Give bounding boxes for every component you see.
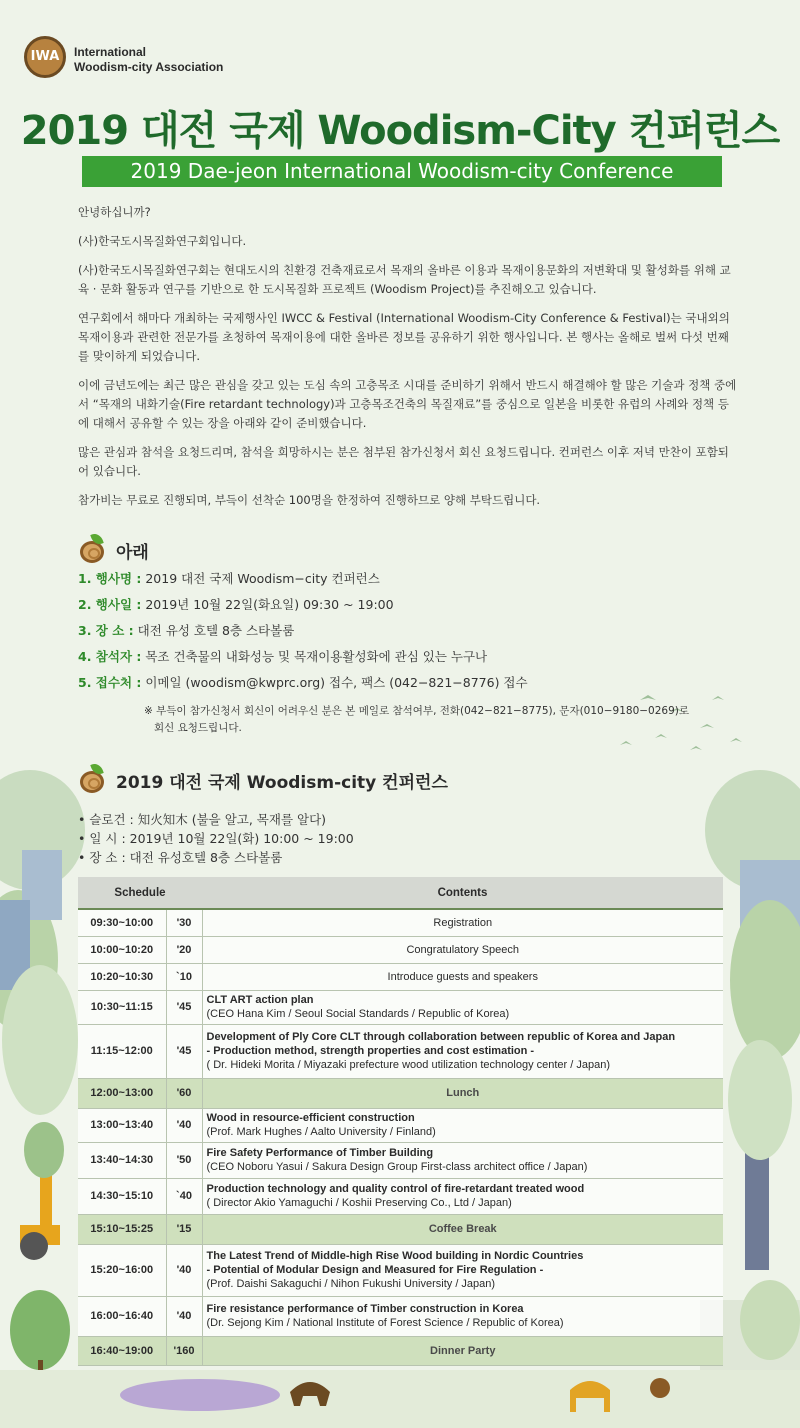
schedule-contents bbox=[202, 1336, 723, 1365]
note-line-2: 회신 요청드립니다. bbox=[154, 722, 242, 734]
schedule-time: 16:40~19:00 bbox=[78, 1336, 166, 1365]
iwa-logo-text bbox=[74, 45, 223, 75]
session-title: The Latest Trend of Middle-high Rise Wood building in Nordic Countries bbox=[206, 1250, 584, 1262]
session-label: Coffee Break bbox=[428, 1223, 497, 1235]
summary-key: 5. 접수처 : bbox=[78, 675, 142, 690]
iwa-logo[interactable] bbox=[24, 36, 234, 80]
schedule-contents bbox=[202, 1024, 723, 1078]
session-subtitle: - Production method, strength properties and cost estimation - bbox=[206, 1045, 535, 1057]
schedule-duration: '45 bbox=[166, 1024, 202, 1078]
schedule-contents bbox=[202, 1214, 723, 1244]
section-heading-conference-text: 2019 대전 국제 Woodism-city 컨퍼런스 bbox=[116, 772, 448, 793]
schedule-duration: '40 bbox=[166, 1296, 202, 1336]
schedule-time: 16:00~16:40 bbox=[78, 1296, 166, 1336]
schedule-time: 13:00~13:40 bbox=[78, 1108, 166, 1142]
session-label: Dinner Party bbox=[430, 1344, 496, 1357]
schedule-time: 15:20~16:00 bbox=[78, 1244, 166, 1296]
session-title: Fire resistance performance of Timber construction in Korea bbox=[206, 1303, 524, 1315]
conference-info bbox=[78, 810, 354, 867]
table-row bbox=[78, 990, 723, 1024]
schedule-time: 10:20~10:30 bbox=[78, 963, 166, 990]
table-row bbox=[78, 1078, 723, 1108]
table-row bbox=[78, 1024, 723, 1078]
schedule-duration: '40 bbox=[166, 1108, 202, 1142]
summary-key: 1. 행사명 : bbox=[78, 571, 142, 586]
schedule-table bbox=[78, 877, 723, 1366]
logo-line-2: Woodism-city Association bbox=[74, 60, 224, 74]
table-row bbox=[78, 1336, 723, 1365]
session-subtitle: - Potential of Modular Design and Measured for Fire Regulation - bbox=[206, 1264, 544, 1276]
schedule-contents bbox=[202, 1178, 723, 1214]
schedule-time: 09:30~10:00 bbox=[78, 909, 166, 936]
table-row bbox=[78, 1214, 723, 1244]
session-title: Wood in resource-efficient construction bbox=[206, 1112, 415, 1124]
summary-key: 3. 장 소 : bbox=[78, 623, 134, 638]
session-label: Introduce guests and speakers bbox=[387, 970, 538, 983]
table-row bbox=[78, 1108, 723, 1142]
session-speaker: (Prof. Mark Hughes / Aalto University / Finland) bbox=[206, 1126, 436, 1138]
section-heading-conference bbox=[76, 765, 448, 795]
schedule-time: 15:10~15:25 bbox=[78, 1214, 166, 1244]
iwa-logo-mark: IWA bbox=[24, 36, 66, 78]
intro-paragraph: 많은 관심과 참석을 요청드리며, 참석을 희망하시는 분은 첨부된 참가신청서 회신 요청드립니다. 컨퍼런스 이후 저녁 만찬이 포함되어 있습니다. bbox=[78, 445, 729, 478]
schedule-time: 13:40~14:30 bbox=[78, 1142, 166, 1178]
schedule-time: 10:00~10:20 bbox=[78, 936, 166, 963]
session-label: Lunch bbox=[446, 1087, 480, 1099]
intro-paragraph: (사)한국도시목질화연구회입니다. bbox=[78, 234, 247, 248]
session-speaker: (Dr. Sejong Kim / National Institute of Forest Science / Republic of Korea) bbox=[206, 1317, 564, 1329]
table-row bbox=[78, 936, 723, 963]
summary-item-attendees bbox=[78, 648, 738, 674]
schedule-contents bbox=[202, 1078, 723, 1108]
intro-paragraph: 이에 금년도에는 최근 많은 관심을 갖고 있는 도심 속의 고층목조 시대를 준비하기 위해서 반드시 해결해야 할 많은 기술과 정책 중에서 “목재의 내화기술(Fire retardant technology)과 고층목조건축의 목질재료”를 중심으로 일본을 비롯한 유럽의 사례와 정책 등에 대해서 공유할 수 있는 장을 아래와 같이 준비했습니다. bbox=[78, 378, 737, 430]
session-title: CLT ART action plan bbox=[206, 994, 314, 1006]
session-speaker: (CEO Hana Kim / Seoul Social Standards / Republic of Korea) bbox=[206, 1008, 510, 1020]
session-label: Registration bbox=[433, 916, 493, 929]
schedule-contents bbox=[202, 1244, 723, 1296]
schedule-contents bbox=[202, 936, 723, 963]
session-speaker: (Prof. Daishi Sakaguchi / Nihon Fukushi University / Japan) bbox=[206, 1278, 496, 1290]
schedule-duration: '50 bbox=[166, 1142, 202, 1178]
intro-paragraph: 안녕하십니까? bbox=[78, 205, 151, 219]
event-summary-list bbox=[78, 570, 738, 700]
schedule-contents bbox=[202, 1108, 723, 1142]
summary-value: 2019 대전 국제 Woodism−city 컨퍼런스 bbox=[141, 571, 380, 586]
intro-text bbox=[78, 203, 738, 520]
summary-value: 이메일 (woodism@kwprc.org) 접수, 팩스 (042−821−8776) 접수 bbox=[141, 675, 528, 690]
conference-slogan: • 슬로건 : 知火知木 (불을 알고, 목재를 알다) bbox=[78, 812, 327, 827]
section-heading-details-text: 아래 bbox=[116, 542, 149, 563]
conference-datetime: • 일 시 : 2019년 10월 22일(화) 10:00 ~ 19:00 bbox=[78, 831, 354, 846]
schedule-contents bbox=[202, 990, 723, 1024]
schedule-time: 14:30~15:10 bbox=[78, 1178, 166, 1214]
schedule-duration: '20 bbox=[166, 936, 202, 963]
intro-paragraph: 참가비는 무료로 진행되며, 부득이 선착순 100명을 한정하여 진행하므로 양해 부탁드립니다. bbox=[78, 493, 541, 507]
summary-value: 대전 유성 호텔 8층 스타볼룸 bbox=[133, 623, 295, 638]
table-row bbox=[78, 909, 723, 936]
schedule-contents bbox=[202, 1296, 723, 1336]
schedule-time: 12:00~13:00 bbox=[78, 1078, 166, 1108]
logo-line-1: International bbox=[74, 45, 147, 59]
table-row bbox=[78, 1142, 723, 1178]
schedule-duration: '40 bbox=[166, 1244, 202, 1296]
session-title: Development of Ply Core CLT through collaboration between republic of Korea and Japan bbox=[206, 1031, 676, 1043]
note-line-1: ※ 부득이 참가신청서 회신이 어려우신 분은 본 메일로 참석여부, 전화(042−821−8775), 문자(010−9180−0269)로 bbox=[144, 705, 690, 717]
schedule-duration: `40 bbox=[166, 1178, 202, 1214]
session-speaker: (CEO Noboru Yasui / Sakura Design Group First-class architect office / Japan) bbox=[206, 1161, 588, 1173]
schedule-duration: '45 bbox=[166, 990, 202, 1024]
schedule-header-row bbox=[78, 877, 723, 909]
session-label: Congratulatory Speech bbox=[406, 943, 519, 956]
schedule-contents bbox=[202, 909, 723, 936]
schedule-duration: '160 bbox=[166, 1336, 202, 1365]
schedule-duration: '30 bbox=[166, 909, 202, 936]
schedule-body bbox=[78, 909, 723, 1365]
schedule-duration: `10 bbox=[166, 963, 202, 990]
summary-item-name bbox=[78, 570, 738, 596]
summary-value: 목조 건축물의 내화성능 및 목재이용활성화에 관심 있는 누구나 bbox=[141, 649, 488, 664]
table-row bbox=[78, 1296, 723, 1336]
summary-item-date bbox=[78, 596, 738, 622]
page-title-english-banner: 2019 Dae-jeon International Woodism-city Conference bbox=[82, 156, 722, 187]
table-row bbox=[78, 1244, 723, 1296]
page-title-korean: 2019 대전 국제 Woodism-City 컨퍼런스 bbox=[20, 108, 780, 154]
header-schedule: Schedule bbox=[78, 877, 202, 909]
summary-key: 2. 행사일 : bbox=[78, 597, 142, 612]
schedule-time: 11:15~12:00 bbox=[78, 1024, 166, 1078]
schedule-duration: '15 bbox=[166, 1214, 202, 1244]
summary-item-venue bbox=[78, 622, 738, 648]
session-speaker: ( Dr. Hideki Morita / Miyazaki prefecture wood utilization technology center / Japan) bbox=[206, 1059, 611, 1071]
header-contents: Contents bbox=[202, 877, 723, 909]
schedule-time: 10:30~11:15 bbox=[78, 990, 166, 1024]
wood-log-icon bbox=[76, 535, 110, 565]
session-speaker: ( Director Akio Yamaguchi / Koshii Preserving Co., Ltd / Japan) bbox=[206, 1197, 512, 1209]
section-heading-details bbox=[76, 535, 149, 565]
conference-venue: • 장 소 : 대전 유성호텔 8층 스타볼룸 bbox=[78, 850, 283, 865]
intro-paragraph: (사)한국도시목질화연구회는 현대도시의 친환경 건축재료로서 목재의 올바른 이용과 목재이용문화의 저변확대 및 활성화를 위해 교육 · 문화 활동과 연구를 기반으로 한 도시목질화 프로젝트 (Woodism Project)를 추진해오고 있습니다. bbox=[78, 263, 731, 296]
intro-paragraph: 연구회에서 해마다 개최하는 국제행사인 IWCC & Festival (International Woodism-City Conference & Festival)는 국내외의 목재이용과 관련한 전문가를 초청하여 목재이용에 대한 올바른 정보를 공유하기 위한 행사입니다. 본 행사는 올해로 벌써 다섯 번째를 맞이하게 되었습니다. bbox=[78, 311, 730, 363]
registration-note bbox=[144, 703, 704, 737]
schedule-contents bbox=[202, 963, 723, 990]
wood-log-icon bbox=[76, 765, 110, 795]
summary-item-registration bbox=[78, 674, 738, 700]
session-title: Production technology and quality control of fire-retardant treated wood bbox=[206, 1183, 585, 1195]
schedule-contents bbox=[202, 1142, 723, 1178]
table-row bbox=[78, 963, 723, 990]
summary-key: 4. 참석자 : bbox=[78, 649, 142, 664]
table-row bbox=[78, 1178, 723, 1214]
session-title: Fire Safety Performance of Timber Building bbox=[206, 1147, 434, 1159]
summary-value: 2019년 10월 22일(화요일) 09:30 ~ 19:00 bbox=[141, 597, 394, 612]
schedule-duration: '60 bbox=[166, 1078, 202, 1108]
